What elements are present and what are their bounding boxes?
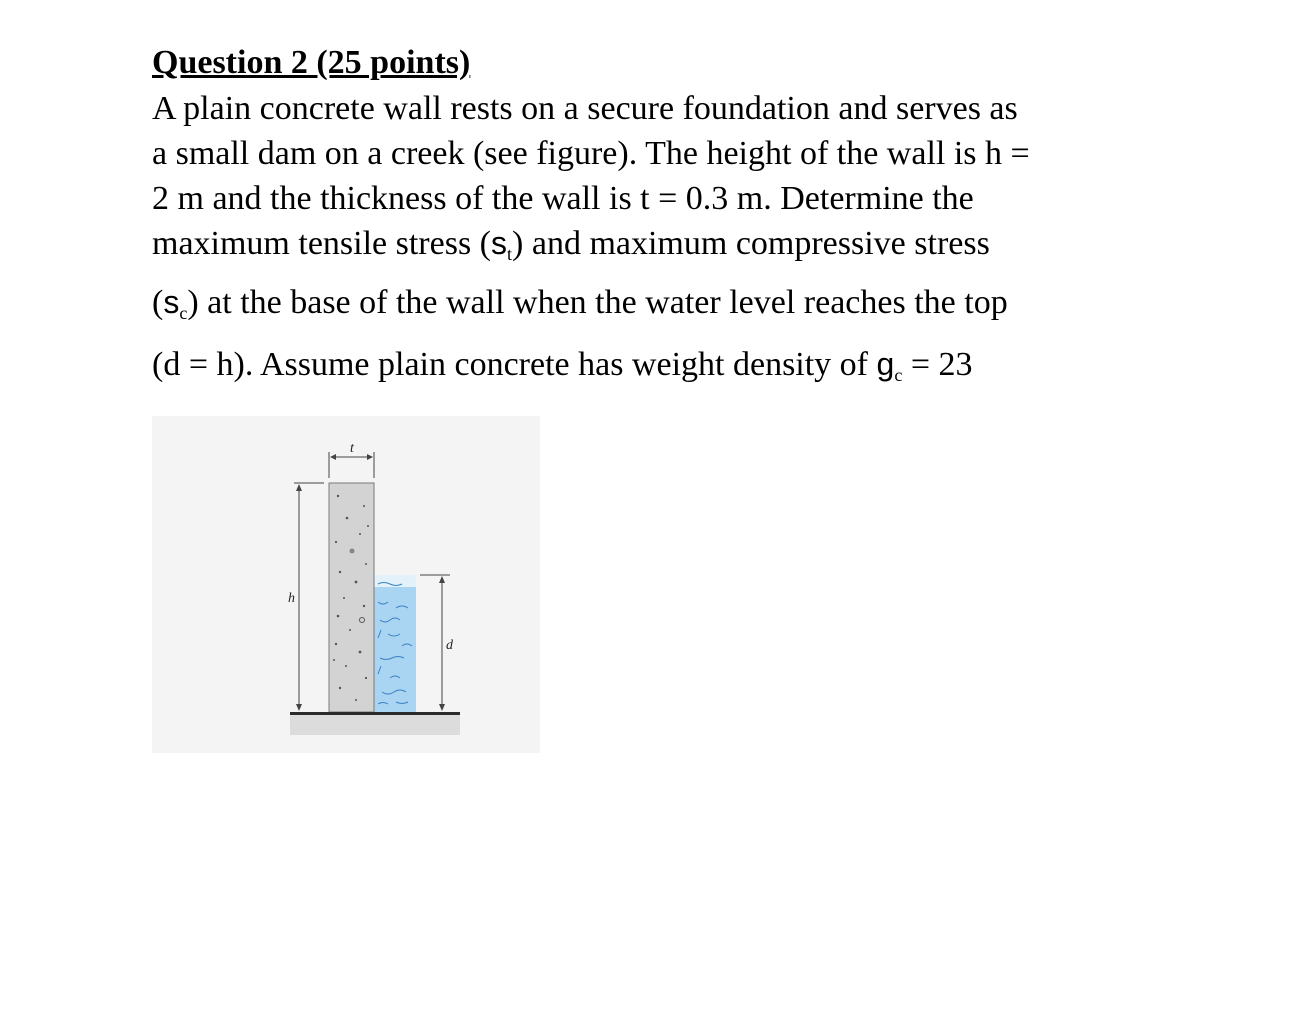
question-block	[152, 40, 1162, 455]
ground-line	[290, 712, 460, 715]
line-6-text-b: = 23	[902, 346, 973, 383]
gamma-c-symbol: g	[876, 346, 895, 382]
question-line-2: a small dam on a creek (see figure). The height of the wall is h =	[152, 135, 1030, 172]
question-line-4	[152, 221, 1162, 277]
gamma-c-subscript: c	[894, 365, 903, 385]
line-6-text-a: (d = h). Assume plain concrete has weight density of	[152, 346, 877, 383]
question-line-1: A plain concrete wall rests on a secure foundation and serves as	[152, 90, 1018, 127]
question-line-3: 2 m and the thickness of the wall is t = 0.3 m. Determine the	[152, 180, 974, 217]
question-line-6	[152, 339, 1162, 401]
sigma-c-symbol: s	[163, 284, 180, 320]
line-5-text-b: ) at the base of the wall when the water level reaches the top	[187, 284, 1008, 321]
question-line-5	[152, 277, 1162, 339]
label-d: d	[446, 638, 453, 653]
line-4-text-b: ) and maximum compressive stress	[512, 225, 990, 262]
dam-figure	[152, 416, 540, 753]
dam-diagram	[152, 416, 540, 753]
sigma-t-symbol: s	[491, 225, 508, 261]
ground-shadow	[290, 715, 460, 735]
label-h: h	[288, 591, 295, 606]
sigma-t-subscript: t	[507, 244, 513, 264]
question-title: Question 2 (25 points)	[152, 44, 471, 81]
label-t: t	[350, 441, 354, 456]
line-4-text-a: maximum tensile stress (	[152, 225, 492, 262]
line-5-text-a: (	[152, 284, 164, 321]
sigma-c-subscript: c	[179, 303, 188, 323]
concrete-wall	[329, 483, 374, 712]
